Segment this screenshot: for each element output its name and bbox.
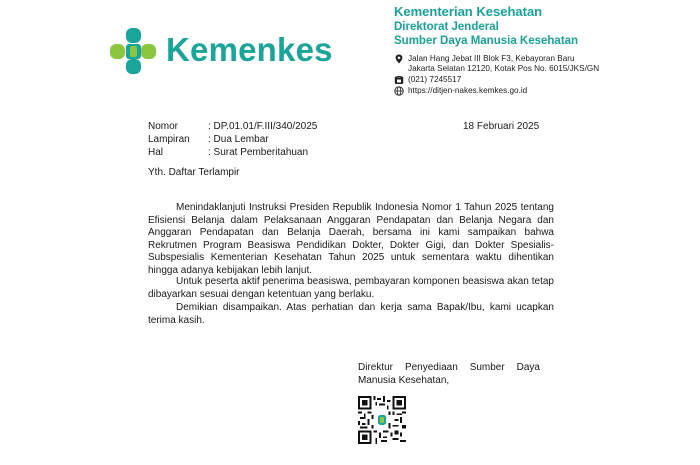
body-paragraph-1: Menindaklanjuti Instruksi Presiden Republik Indonesia Nomor 1 Tahun 2025 tentang Efisiensi Belanja dalam Pelaksanaan Anggaran Pendapatan dan Belanja Negara dan Anggaran Pendapatan dan Belanja Daerah, bersama ini kami sampaikan bahwa Rekrutmen Program Beasiswa Pendidikan Dokter, Dokter Gigi, dan Dokter Spesialis-Subspesialis Kementerian Kesehatan Tahun 2025 untuk sementara waktu dihentikan hingga adanya kebijakan lebih lanjut. <box>148 202 554 276</box>
logo-wordmark: Kemenkes <box>166 31 333 68</box>
lampiran-value: : Dua Lembar <box>208 134 269 145</box>
nomor-label: Nomor <box>148 121 179 132</box>
website-link[interactable]: https://ditjen-nakes.kemkes.go.id <box>408 86 528 95</box>
phone-number: (021) 7245517 <box>408 75 462 84</box>
hal-value: : Surat Pemberitahuan <box>208 147 309 158</box>
hal-label: Hal <box>148 147 164 158</box>
body-paragraph-2: Untuk peserta aktif penerima beasiswa, pembayaran komponen beasiswa akan tetap dibayarkan sesuai dengan ketentuan yang berlaku. <box>148 276 554 300</box>
lampiran-label: Lampiran <box>148 134 190 145</box>
signature-title-line2: Manusia Kesehatan, <box>358 374 450 386</box>
nomor-value: : DP.01.01/F.III/340/2025 <box>208 121 318 132</box>
signature-word-1: Direktur <box>358 362 394 373</box>
kemenkes-logo-icon <box>108 26 158 76</box>
location-icon <box>394 54 404 64</box>
body-paragraph-3: Demikian disampaikan. Atas perhatian dan kerja sama Bapak/Ibu, kami ucapkan terima kasih. <box>148 302 554 326</box>
salutation: Yth. Daftar Terlampir <box>148 167 240 178</box>
signature-word-3: Sumber <box>469 362 505 373</box>
website-row <box>394 86 694 97</box>
qr-code-icon <box>358 396 406 444</box>
signature-title-line1 <box>358 362 540 375</box>
ministry-name: Kementerian Kesehatan <box>394 4 543 19</box>
directorate-line2: Sumber Daya Manusia Kesehatan <box>394 35 579 47</box>
address-line1: Jalan Hang Jebat III Blok F3, Kebayoran Baru <box>408 54 575 63</box>
signature-word-2: Penyediaan <box>404 362 458 373</box>
phone-row <box>394 75 694 86</box>
signature-word-4: Daya <box>516 362 540 373</box>
globe-icon <box>394 86 404 96</box>
phone-icon <box>394 75 404 85</box>
address-line2: Jakarta Selatan 12120, Kotak Pos No. 6015/JKS/GN <box>408 64 600 73</box>
address-block <box>394 54 694 76</box>
signature-block <box>358 362 540 388</box>
letterhead <box>394 4 694 95</box>
letter-date: 18 Februari 2025 <box>463 121 540 132</box>
directorate-line1: Direktorat Jenderal <box>394 21 499 33</box>
